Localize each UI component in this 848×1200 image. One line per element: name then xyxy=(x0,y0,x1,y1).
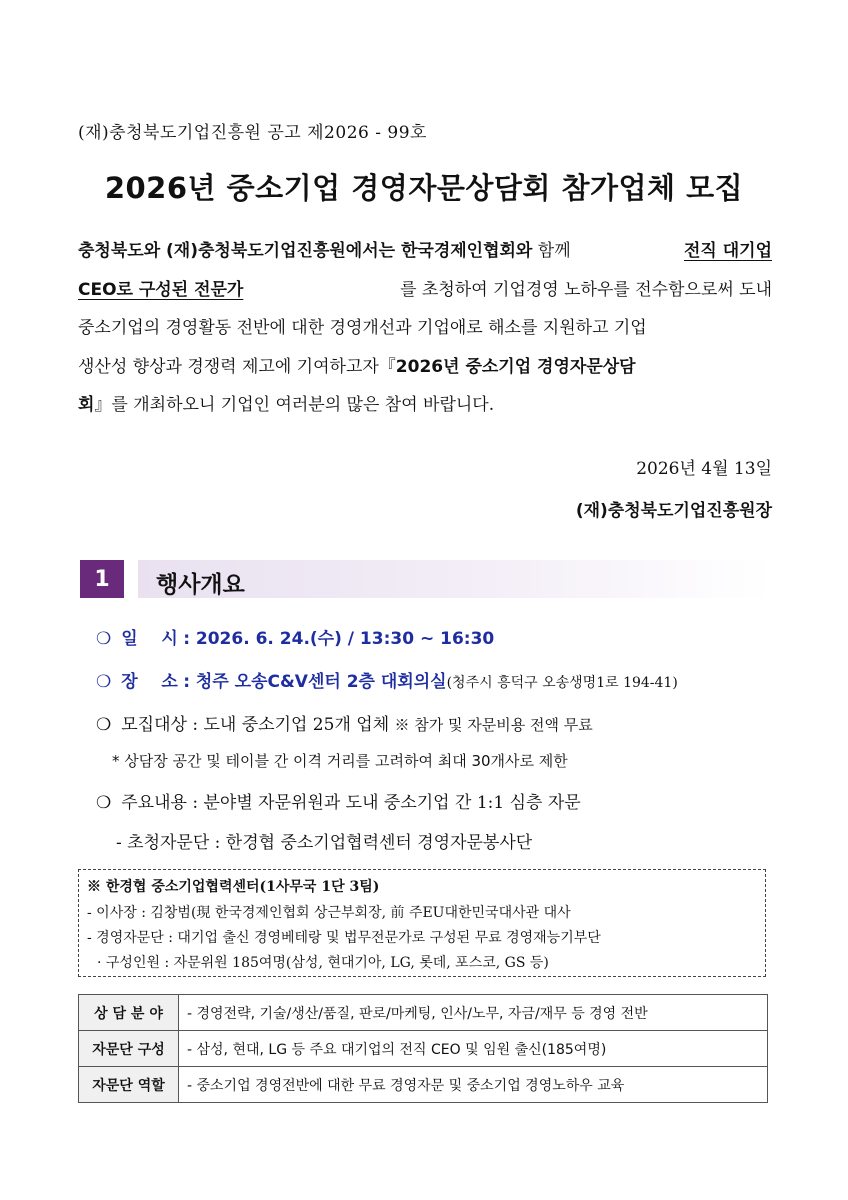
content-text: 주요내용 : 분야별 자문위원과 도내 중소기업 간 1:1 심층 자문 xyxy=(121,793,581,813)
table-cell: - 경영전략, 기술/생산/품질, 판로/마케팅, 인사/노무, 자금/재무 등 경영 전반 xyxy=(179,995,768,1031)
intro-experts: CEO로 구성된 전문가 xyxy=(78,279,244,300)
where-label: 장 소 xyxy=(121,672,178,692)
box-line-chairman: - 이사장 : 김창범(現 한국경제인협회 상근부회장, 前 주EU대한민국대사관 대사 xyxy=(87,905,571,921)
table-row xyxy=(79,1067,768,1103)
where-detail: (청주시 흥덕구 오송생명1로 194-41) xyxy=(446,675,678,691)
intro-event-name: 2026년 중소기업 경영자문상담 xyxy=(395,356,636,377)
target-note: ※ 참가 및 자문비용 전액 무료 xyxy=(394,716,593,734)
section-number: 1 xyxy=(80,560,124,598)
table-cell: - 삼성, 현대, LG 등 주요 대기업의 전직 CEO 및 임원 출신(185여명) xyxy=(179,1031,768,1067)
notice-number: (재)충청북도기업진흥원 공고 제2026 - 99호 xyxy=(78,123,427,143)
table-head: 자문단 구성 xyxy=(79,1031,179,1067)
limit-note: * 상담장 공간 및 테이블 간 이격 거리를 고려하여 최대 30개사로 제한 xyxy=(112,752,568,770)
bullet-circle-icon: ❍ xyxy=(96,793,112,813)
when-label: 일 시 xyxy=(121,629,178,649)
table-head: 자문단 역할 xyxy=(79,1067,179,1103)
center-info-box xyxy=(78,869,766,977)
bullet-circle-icon: ❍ xyxy=(96,672,112,692)
bullet-circle-icon: ❍ xyxy=(96,629,112,649)
invite-text: - 초청자문단 : 한경협 중소기업협력센터 경영자문봉사단 xyxy=(116,833,533,853)
info-table xyxy=(78,994,768,1103)
table-head: 상 담 분 야 xyxy=(79,995,179,1031)
intro-line5: 』를 개최하오니 기업인 여러분의 많은 참여 바랍니다. xyxy=(94,395,495,415)
table-row xyxy=(79,995,768,1031)
where-value: : 청주 오송C&V센터 2층 대회의실 xyxy=(183,672,447,692)
item-where xyxy=(96,667,678,692)
section-title: 행사개요 xyxy=(156,572,245,598)
item-when xyxy=(96,624,494,649)
box-line-members: · 구성인원 : 자문위원 185여명(삼성, 현대기아, LG, 롯데, 포스코, GS 등) xyxy=(97,955,549,971)
intro-line3: 중소기업의 경영활동 전반에 대한 경영개선과 기업애로 해소를 지원하고 기업 xyxy=(78,318,647,338)
intro-organizers: 충청북도와 (재)충청북도기업진흥원에서는 한국경제인협회와 xyxy=(78,241,533,261)
item-target xyxy=(96,710,593,735)
table-row xyxy=(79,1031,768,1067)
target-text: 모집대상 : 도내 중소기업 25개 업체 xyxy=(121,715,390,735)
intro-paragraph xyxy=(78,232,772,425)
intro-event-name-end: 회 xyxy=(78,395,95,415)
notice-date: 2026년 4월 13일 xyxy=(636,459,772,479)
when-value: : 2026. 6. 24.(수) / 13:30 ~ 16:30 xyxy=(183,629,495,649)
intro-with: 함께 xyxy=(537,241,571,261)
intro-line4: 생산성 향상과 경쟁력 제고에 기여하고자『 xyxy=(78,356,396,377)
intro-line2: 를 초청하여 기업경영 노하우를 전수함으로써 도내 xyxy=(400,279,772,300)
bullet-circle-icon: ❍ xyxy=(96,715,112,735)
box-line-advisory: - 경영자문단 : 대기업 출신 경영베테랑 및 법무전문가로 구성된 무료 경영재능기부단 xyxy=(87,930,601,946)
box-title: ※ 한경협 중소기업협력센터(1사무국 1단 3팀) xyxy=(87,879,380,895)
page-title: 2026년 중소기업 경영자문상담회 참가업체 모집 xyxy=(104,171,744,205)
issuer: (재)충청북도기업진흥원장 xyxy=(575,501,772,521)
item-content xyxy=(96,788,581,813)
table-cell: - 중소기업 경영전반에 대한 무료 경영자문 및 중소기업 경영노하우 교육 xyxy=(179,1067,768,1103)
intro-former-ceo: 전직 대기업 xyxy=(683,241,772,261)
